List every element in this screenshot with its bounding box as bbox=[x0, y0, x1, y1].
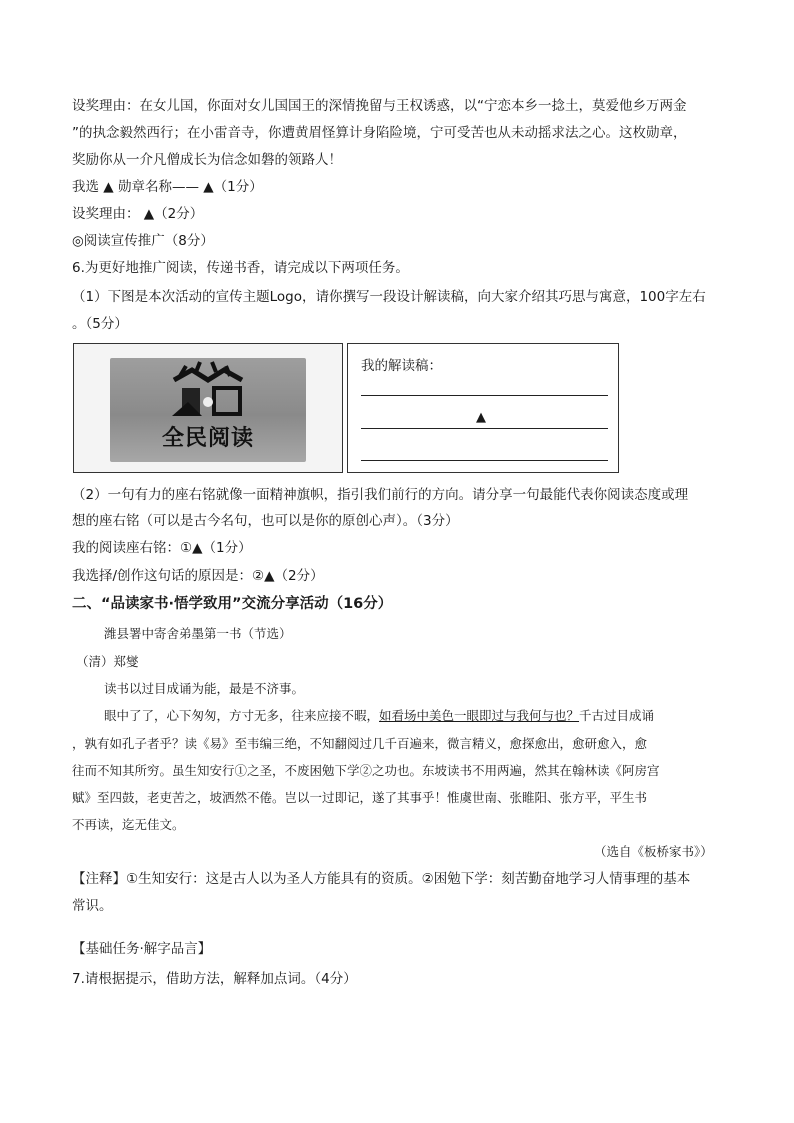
question-6-part-2-line-1: （2）一句有力的座右铭就像一面精神旗帜，指引我们前行的方向。请分享一句最能代表你阅读态度或理 bbox=[72, 487, 689, 503]
answer-line-3[interactable] bbox=[361, 460, 608, 461]
passage-text: 千古过目成诵 bbox=[579, 708, 655, 723]
passage-paragraph-2-line-4: 赋》至四鼓，老吏苦之，坡洒然不倦。岂以一过即记，遂了其事乎！惟虞世南、张睢阳、张方平，平生书 bbox=[72, 790, 648, 805]
logo-text: 全民阅读 bbox=[161, 426, 254, 451]
reading-promotion-heading: ◎阅读宣传推广（8分） bbox=[72, 233, 214, 249]
answer-box bbox=[347, 343, 619, 473]
answer-box-title: 我的解读稿： bbox=[361, 358, 442, 374]
question-7: 7.请根据提示，借助方法，解释加点词。（4分） bbox=[72, 971, 357, 987]
award-reason-line-1: 设奖理由：在女儿国，你面对女儿国国王的深情挽留与王权诱惑，以“宁恋本乡一捻土，莫爱他乡万两金 bbox=[72, 98, 687, 114]
passage-paragraph-2-line-1 bbox=[104, 706, 759, 726]
answer-placeholder: ▲ bbox=[476, 410, 486, 425]
passage-paragraph-2-line-3: 往而不知其所穷。虽生知安行①之圣，不废困勉下学②之功也。东坡读书不用两遍，然其在翰林读《阿房宫 bbox=[72, 763, 660, 778]
passage-paragraph-2-line-2: ，孰有如孔子者乎？读《易》至韦编三绝，不知翻阅过几千百遍来，微言精义，愈探愈出，愈研愈入，愈 bbox=[72, 736, 648, 751]
award-reason-line-3: 奖励你从一介凡僧成长为信念如磐的领路人！ bbox=[72, 152, 342, 168]
passage-paragraph-2-line-5: 不再读，迄无佳文。 bbox=[72, 817, 185, 832]
basic-task-heading: 【基础任务·解字品言】 bbox=[72, 941, 212, 957]
award-reason-line-2: ”的执念毅然西行；在小雷音寺，你遭黄眉怪算计身陷险境，宁可受苦也从未动摇求法之心。这枚勋章， bbox=[72, 125, 687, 141]
motto-reason-line: 我选择/创作这句话的原因是：②▲（2分） bbox=[72, 568, 324, 584]
notes-line-1: 【注释】①生知安行：这是古人以为圣人方能具有的资质。②困勉下学：刻苦勤奋地学习人情事理的基本 bbox=[72, 871, 691, 887]
passage-paragraph-1: 读书以过目成诵为能，最是不济事。 bbox=[104, 681, 305, 696]
answer-line-1[interactable] bbox=[361, 395, 608, 396]
award-reason-prompt: 设奖理由： ▲（2分） bbox=[72, 206, 204, 222]
notes-line-2: 常识。 bbox=[72, 898, 113, 914]
passage-title: 潍县署中寄舍弟墨第一书（节选） bbox=[104, 626, 292, 641]
section-2-heading: 二、“品读家书·悟学致用”交流分享活动（16分） bbox=[72, 596, 393, 612]
reading-logo bbox=[110, 358, 306, 462]
passage-author: （清）郑燮 bbox=[76, 654, 139, 669]
question-6: 6.为更好地推广阅读，传递书香，请完成以下两项任务。 bbox=[72, 260, 409, 276]
motto-line: 我的阅读座右铭：①▲（1分） bbox=[72, 540, 252, 556]
question-6-part-2-line-2: 想的座右铭（可以是古今名句，也可以是你的原创心声）。（3分） bbox=[72, 513, 459, 529]
logo-image-frame bbox=[73, 343, 343, 473]
underlined-sentence: 如看场中美色一眼即过与我何与也？ bbox=[379, 708, 580, 723]
question-6-part-1-line-1: （1）下图是本次活动的宣传主题Logo，请你撰写一段设计解读稿，向大家介绍其巧思与寓意，100字左右 bbox=[72, 289, 706, 305]
passage-source: （选自《板桥家书》） bbox=[594, 844, 713, 859]
question-6-part-1-line-2: 。（5分） bbox=[72, 316, 128, 332]
passage-text: 眼中了了，心下匆匆，方寸无多，往来应接不暇， bbox=[104, 708, 380, 723]
medal-choice-line: 我选 ▲ 勋章名称—— ▲（1分） bbox=[72, 179, 263, 195]
answer-line-2[interactable] bbox=[361, 428, 608, 429]
